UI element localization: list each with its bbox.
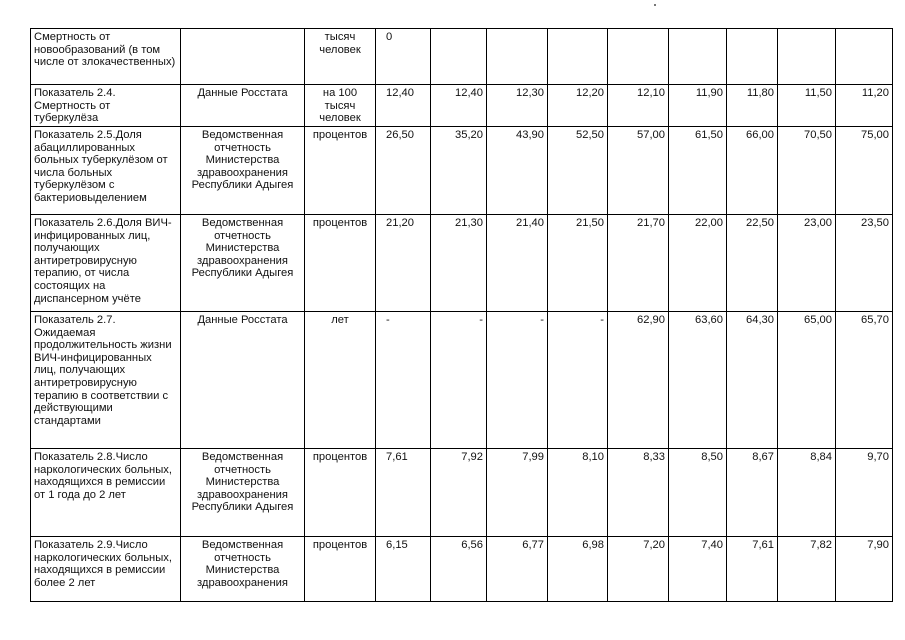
table-row xyxy=(31,29,893,85)
value-cell: 12,40 xyxy=(431,85,487,127)
value-cell: 11,20 xyxy=(836,85,893,127)
value-cell: 21,70 xyxy=(608,215,669,312)
source-cell: Данные Росстата xyxy=(181,312,305,449)
source-cell: Ведомственная отчетность Министерства здравоохранения Республики Адыгея xyxy=(181,127,305,215)
unit-cell: процентов xyxy=(305,537,376,602)
value-cell: 65,70 xyxy=(836,312,893,449)
value-cell: 21,20 xyxy=(376,215,431,312)
value-cell xyxy=(727,29,778,85)
value-cell: 0 xyxy=(376,29,431,85)
value-cell: 7,90 xyxy=(836,537,893,602)
value-cell: 7,20 xyxy=(608,537,669,602)
value-cell: 57,00 xyxy=(608,127,669,215)
indicator-cell: Показатель 2.7. Ожидаемая продолжительность жизни ВИЧ-инфицированных лиц, получающих антиретровирусную терапию в соответствии с действующими стандартами xyxy=(31,312,181,449)
value-cell: 8,33 xyxy=(608,449,669,537)
value-cell: 8,67 xyxy=(727,449,778,537)
value-cell xyxy=(431,29,487,85)
indicators-table xyxy=(30,28,893,602)
value-cell: 23,50 xyxy=(836,215,893,312)
value-cell: 23,00 xyxy=(778,215,836,312)
value-cell: - xyxy=(431,312,487,449)
table-row xyxy=(31,449,893,537)
unit-cell: лет xyxy=(305,312,376,449)
unit-cell: процентов xyxy=(305,127,376,215)
value-cell: 12,20 xyxy=(548,85,608,127)
value-cell: 7,82 xyxy=(778,537,836,602)
scan-speck xyxy=(654,4,656,6)
value-cell: 11,90 xyxy=(669,85,727,127)
value-cell: 21,40 xyxy=(487,215,548,312)
value-cell: 61,50 xyxy=(669,127,727,215)
value-cell: 6,56 xyxy=(431,537,487,602)
value-cell: 8,84 xyxy=(778,449,836,537)
source-cell: Ведомственная отчетность Министерства здравоохранения xyxy=(181,537,305,602)
value-cell: - xyxy=(376,312,431,449)
value-cell: 21,30 xyxy=(431,215,487,312)
source-cell xyxy=(181,29,305,85)
table-row xyxy=(31,85,893,127)
value-cell xyxy=(487,29,548,85)
unit-cell: на 100 тысяч человек xyxy=(305,85,376,127)
unit-cell: процентов xyxy=(305,449,376,537)
value-cell: 8,10 xyxy=(548,449,608,537)
value-cell: 21,50 xyxy=(548,215,608,312)
table-row xyxy=(31,537,893,602)
value-cell: - xyxy=(548,312,608,449)
value-cell: 70,50 xyxy=(778,127,836,215)
value-cell xyxy=(669,29,727,85)
indicator-cell: Показатель 2.8.Число наркологических больных, находящихся в ремиссии от 1 года до 2 лет xyxy=(31,449,181,537)
source-cell: Ведомственная отчетность Министерства здравоохранения Республики Адыгея xyxy=(181,449,305,537)
value-cell xyxy=(836,29,893,85)
value-cell: - xyxy=(487,312,548,449)
value-cell: 43,90 xyxy=(487,127,548,215)
value-cell: 22,50 xyxy=(727,215,778,312)
value-cell: 6,98 xyxy=(548,537,608,602)
value-cell: 12,30 xyxy=(487,85,548,127)
table-row xyxy=(31,215,893,312)
value-cell: 52,50 xyxy=(548,127,608,215)
unit-cell: тысяч человек xyxy=(305,29,376,85)
value-cell xyxy=(778,29,836,85)
value-cell: 9,70 xyxy=(836,449,893,537)
value-cell xyxy=(548,29,608,85)
value-cell: 11,50 xyxy=(778,85,836,127)
unit-cell: процентов xyxy=(305,215,376,312)
value-cell: 8,50 xyxy=(669,449,727,537)
value-cell xyxy=(608,29,669,85)
value-cell: 22,00 xyxy=(669,215,727,312)
value-cell: 63,60 xyxy=(669,312,727,449)
indicator-cell: Показатель 2.9.Число наркологических больных, находящихся в ремиссии более 2 лет xyxy=(31,537,181,602)
value-cell: 26,50 xyxy=(376,127,431,215)
value-cell: 7,61 xyxy=(376,449,431,537)
value-cell: 66,00 xyxy=(727,127,778,215)
value-cell: 12,40 xyxy=(376,85,431,127)
value-cell: 64,30 xyxy=(727,312,778,449)
value-cell: 7,61 xyxy=(727,537,778,602)
value-cell: 11,80 xyxy=(727,85,778,127)
value-cell: 7,99 xyxy=(487,449,548,537)
source-cell: Ведомственная отчетность Министерства здравоохранения Республики Адыгея xyxy=(181,215,305,312)
value-cell: 75,00 xyxy=(836,127,893,215)
indicator-cell: Показатель 2.6.Доля ВИЧ-инфицированных лиц, получающих антиретровирусную терапию, от числа состоящих на диспансерном учёте xyxy=(31,215,181,312)
value-cell: 7,92 xyxy=(431,449,487,537)
table-row xyxy=(31,127,893,215)
value-cell: 6,77 xyxy=(487,537,548,602)
value-cell: 65,00 xyxy=(778,312,836,449)
indicator-cell: Показатель 2.4. Смертность от туберкулёза xyxy=(31,85,181,127)
source-cell: Данные Росстата xyxy=(181,85,305,127)
value-cell: 12,10 xyxy=(608,85,669,127)
value-cell: 35,20 xyxy=(431,127,487,215)
value-cell: 62,90 xyxy=(608,312,669,449)
indicator-cell: Смертность от новообразований (в том числе от злокачественных) xyxy=(31,29,181,85)
table-row xyxy=(31,312,893,449)
value-cell: 7,40 xyxy=(669,537,727,602)
value-cell: 6,15 xyxy=(376,537,431,602)
indicator-cell: Показатель 2.5.Доля абациллированных больных туберкулёзом от числа больных туберкулёзом с бактериовыделением xyxy=(31,127,181,215)
